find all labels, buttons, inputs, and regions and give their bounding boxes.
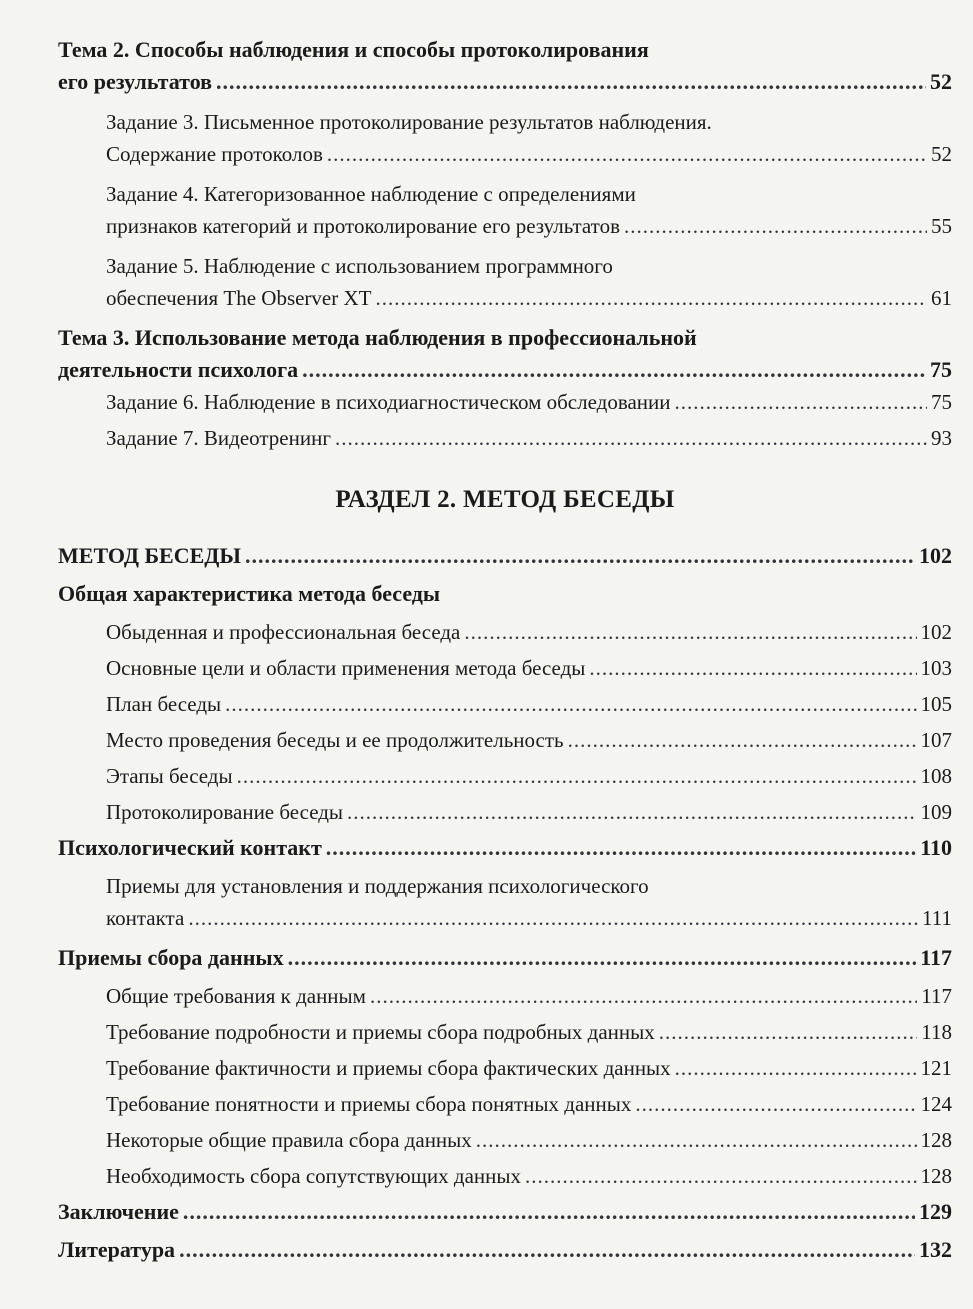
- toc-entry-label-cont: признаков категорий и протоколирование его результатов: [106, 214, 620, 238]
- toc-entry-task-7[interactable]: [58, 422, 952, 458]
- toc-entry-label: Обыденная и профессиональная беседа: [106, 620, 461, 644]
- leader-dots: [464, 616, 916, 648]
- table-of-contents: [58, 34, 952, 1272]
- leader-dots: [237, 760, 917, 792]
- toc-entry-label: Требование фактичности и приемы сбора фактических данных: [106, 1056, 671, 1080]
- toc-entry-contact-techniques[interactable]: [58, 870, 952, 934]
- toc-entry-clarity[interactable]: [58, 1088, 952, 1124]
- leader-dots: [245, 540, 915, 572]
- toc-entry-topic-3[interactable]: [58, 322, 952, 386]
- toc-entry-goals[interactable]: [58, 652, 952, 688]
- toc-entry-label: Задание 6. Наблюдение в психодиагностическом обследовании: [106, 390, 671, 414]
- toc-entry-stages[interactable]: [58, 760, 952, 796]
- toc-page-number: 61: [931, 286, 952, 310]
- toc-page-number: 124: [920, 1092, 952, 1116]
- toc-entry-label: Психологический контакт: [58, 835, 322, 860]
- toc-entry-label: Необходимость сбора сопутствующих данных: [106, 1164, 521, 1188]
- toc-entry-label: Протоколирование беседы: [106, 800, 344, 824]
- toc-page-number: 102: [920, 620, 952, 644]
- toc-entry-label: Задание 5. Наблюдение с использованием программного: [106, 254, 613, 278]
- toc-entry-label: Задание 3. Письменное протоколирование результатов наблюдения.: [106, 110, 712, 134]
- leader-dots: [216, 66, 926, 98]
- leader-dots: [335, 422, 927, 454]
- toc-entry-label: Общая характеристика метода беседы: [58, 581, 441, 606]
- toc-entry-detail[interactable]: [58, 1016, 952, 1052]
- toc-page-number: 105: [920, 692, 952, 716]
- leader-dots: [624, 210, 927, 242]
- toc-page-number: 93: [931, 426, 952, 450]
- toc-entry-label: Тема 2. Способы наблюдения и способы протоколирования: [58, 37, 649, 62]
- leader-dots: [476, 1124, 917, 1156]
- toc-entry-task-6[interactable]: [58, 386, 952, 422]
- toc-entry-label-cont: деятельности психолога: [58, 357, 299, 382]
- toc-entry-conclusion[interactable]: [58, 1196, 952, 1234]
- toc-entry-label: Место проведения беседы и ее продолжительность: [106, 728, 564, 752]
- toc-entry-label: Некоторые общие правила сбора данных: [106, 1128, 472, 1152]
- toc-entry-factual[interactable]: [58, 1052, 952, 1088]
- toc-page-number: 109: [920, 800, 952, 824]
- leader-dots: [375, 282, 927, 314]
- leader-dots: [568, 724, 917, 756]
- toc-entry-accompanying[interactable]: [58, 1160, 952, 1196]
- toc-entry-everyday-conversation[interactable]: [58, 616, 952, 652]
- toc-entry-task-5[interactable]: [58, 250, 952, 314]
- toc-page-number: 117: [920, 945, 952, 970]
- toc-page-number: 129: [919, 1199, 952, 1224]
- toc-entry-label-cont: его результатов: [58, 69, 213, 94]
- toc-entry-contact[interactable]: [58, 832, 952, 870]
- toc-entry-task-3[interactable]: [58, 106, 952, 170]
- toc-page-number: 103: [920, 656, 952, 680]
- toc-page-number: 52: [931, 142, 952, 166]
- leader-dots: [288, 942, 917, 974]
- toc-page-number: 128: [920, 1128, 952, 1152]
- toc-entry-task-4[interactable]: [58, 178, 952, 242]
- leader-dots: [327, 138, 927, 170]
- toc-entry-label: План беседы: [106, 692, 222, 716]
- toc-page-number: 118: [921, 1020, 952, 1044]
- toc-page-number: 128: [920, 1164, 952, 1188]
- leader-dots: [589, 652, 916, 684]
- leader-dots: [525, 1160, 917, 1192]
- toc-entry-method[interactable]: [58, 540, 952, 578]
- toc-page-number: 75: [930, 357, 952, 382]
- toc-entry-label: МЕТОД БЕСЕДЫ: [58, 543, 241, 568]
- toc-entry-plan[interactable]: [58, 688, 952, 724]
- leader-dots: [635, 1088, 916, 1120]
- toc-entry-label: Требование понятности и приемы сбора понятных данных: [106, 1092, 632, 1116]
- leader-dots: [675, 386, 928, 418]
- toc-entry-data-collection[interactable]: [58, 942, 952, 980]
- toc-page-number: 117: [921, 984, 952, 1008]
- toc-entry-label: Основные цели и области применения метода беседы: [106, 656, 586, 680]
- toc-page-number: 55: [931, 214, 952, 238]
- toc-page-number: 108: [920, 764, 952, 788]
- toc-page-number: 111: [922, 906, 952, 930]
- toc-entry-label: Этапы беседы: [106, 764, 233, 788]
- toc-page-number: 75: [931, 390, 952, 414]
- toc-page-number: 110: [920, 835, 952, 860]
- toc-entry-literature[interactable]: [58, 1234, 952, 1272]
- leader-dots: [179, 1234, 915, 1266]
- toc-page-number: 132: [919, 1237, 952, 1262]
- toc-entry-general-requirements[interactable]: [58, 980, 952, 1016]
- toc-entry-label-cont: контакта: [106, 906, 185, 930]
- toc-entry-label: Требование подробности и приемы сбора подробных данных: [106, 1020, 655, 1044]
- leader-dots: [188, 902, 918, 934]
- toc-page-number: 52: [930, 69, 952, 94]
- toc-entry-label: Приемы для установления и поддержания психологического: [106, 874, 649, 898]
- toc-page-number: 121: [920, 1056, 952, 1080]
- toc-entry-label: Литература: [58, 1237, 176, 1262]
- toc-entry-label: Задание 7. Видеотренинг: [106, 426, 331, 450]
- leader-dots: [675, 1052, 917, 1084]
- toc-entry-label-cont: обеспечения The Observer XT: [106, 286, 372, 310]
- leader-dots: [347, 796, 916, 828]
- toc-page-number: 107: [920, 728, 952, 752]
- toc-page-number: 102: [919, 543, 952, 568]
- toc-entry-place[interactable]: [58, 724, 952, 760]
- leader-dots: [659, 1016, 918, 1048]
- toc-subheading-general[interactable]: [58, 578, 952, 616]
- leader-dots: [225, 688, 916, 720]
- section-heading: РАЗДЕЛ 2. МЕТОД БЕСЕДЫ: [335, 486, 675, 513]
- toc-entry-rules[interactable]: [58, 1124, 952, 1160]
- leader-dots: [326, 832, 916, 864]
- toc-entry-protocol[interactable]: [58, 796, 952, 832]
- toc-entry-label: Задание 4. Категоризованное наблюдение с определениями: [106, 182, 636, 206]
- toc-entry-topic-2[interactable]: [58, 34, 952, 98]
- toc-entry-label: Приемы сбора данных: [58, 945, 284, 970]
- toc-entry-label: Тема 3. Использование метода наблюдения в профессиональной: [58, 325, 697, 350]
- leader-dots: [302, 354, 926, 386]
- leader-dots: [183, 1196, 915, 1228]
- toc-entry-label: Общие требования к данным: [106, 984, 366, 1008]
- toc-entry-label-cont: Содержание протоколов: [106, 142, 323, 166]
- leader-dots: [370, 980, 917, 1012]
- toc-entry-label: Заключение: [58, 1199, 179, 1224]
